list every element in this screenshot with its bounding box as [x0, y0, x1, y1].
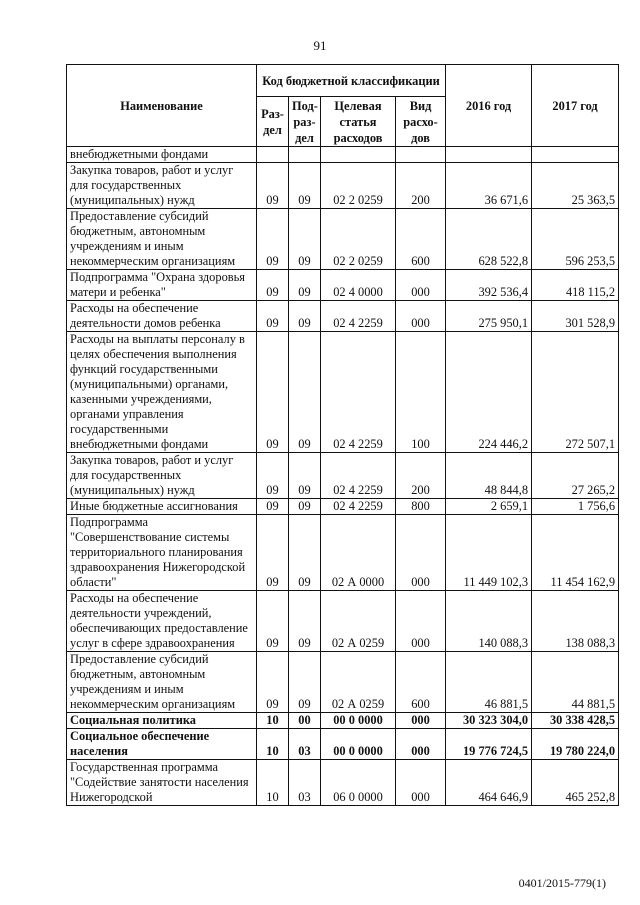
table-body: [67, 147, 619, 806]
row-podrazdel: 09: [289, 301, 321, 332]
row-vid: 600: [396, 652, 446, 713]
document-code: 0401/2015-779(1): [518, 876, 606, 890]
header-2017: 2017 год: [532, 65, 619, 147]
row-2017: 596 253,5: [532, 209, 619, 270]
row-2016: 140 088,3: [446, 591, 532, 652]
row-2016: 36 671,6: [446, 163, 532, 209]
row-target: 02 А 0259: [321, 591, 396, 652]
row-name: Подпрограмма "Охрана здоровья матери и ребенка": [67, 270, 257, 301]
row-2017: 27 265,2: [532, 453, 619, 499]
table-row: [67, 499, 619, 515]
row-vid: 200: [396, 163, 446, 209]
row-razdel: 09: [257, 163, 289, 209]
budget-table: [66, 64, 619, 806]
page-number: 91: [313, 38, 327, 53]
row-podrazdel: 03: [289, 760, 321, 806]
row-vid: [396, 147, 446, 163]
row-name: Расходы на обеспечение деятельности учреждений, обеспечивающих предоставление услуг в сфере здравоохранения: [67, 591, 257, 652]
table-row: [67, 147, 619, 163]
row-razdel: 09: [257, 209, 289, 270]
row-name: Иные бюджетные ассигнования: [67, 499, 257, 515]
row-target: [321, 147, 396, 163]
row-razdel: 10: [257, 760, 289, 806]
row-target: 02 4 2259: [321, 332, 396, 453]
row-vid: 800: [396, 499, 446, 515]
header-target: Целевая статья расходов: [321, 97, 396, 147]
row-podrazdel: 09: [289, 453, 321, 499]
row-podrazdel: 09: [289, 591, 321, 652]
row-2017: 301 528,9: [532, 301, 619, 332]
row-name: Социальная политика: [67, 713, 257, 729]
row-2016: 628 522,8: [446, 209, 532, 270]
header-razdel: Раз-дел: [257, 97, 289, 147]
row-name: Закупка товаров, работ и услуг для государственных (муниципальных) нужд: [67, 163, 257, 209]
row-target: 06 0 0000: [321, 760, 396, 806]
row-2017: 11 454 162,9: [532, 515, 619, 591]
table-row: [67, 652, 619, 713]
row-name: Закупка товаров, работ и услуг для государственных (муниципальных) нужд: [67, 453, 257, 499]
row-vid: 000: [396, 713, 446, 729]
row-podrazdel: 00: [289, 713, 321, 729]
row-2016: 46 881,5: [446, 652, 532, 713]
row-2016: 464 646,9: [446, 760, 532, 806]
header-name: Наименование: [67, 65, 257, 147]
row-target: 02 4 2259: [321, 301, 396, 332]
table-row: [67, 453, 619, 499]
table-row: [67, 591, 619, 652]
row-podrazdel: 09: [289, 270, 321, 301]
row-2016: 392 536,4: [446, 270, 532, 301]
row-name: Предоставление субсидий бюджетным, автономным учреждениям и иным некоммерческим организациям: [67, 652, 257, 713]
row-razdel: 09: [257, 515, 289, 591]
row-razdel: 09: [257, 453, 289, 499]
row-2016: 30 323 304,0: [446, 713, 532, 729]
row-razdel: 09: [257, 591, 289, 652]
row-target: 02 2 0259: [321, 209, 396, 270]
header-vid: Вид расхо-дов: [396, 97, 446, 147]
row-podrazdel: 09: [289, 515, 321, 591]
row-podrazdel: [289, 147, 321, 163]
row-name: Социальное обеспечение населения: [67, 729, 257, 760]
row-2017: [532, 147, 619, 163]
row-2016: 48 844,8: [446, 453, 532, 499]
row-2016: 11 449 102,3: [446, 515, 532, 591]
row-vid: 000: [396, 515, 446, 591]
header-2016: 2016 год: [446, 65, 532, 147]
row-target: 00 0 0000: [321, 713, 396, 729]
row-razdel: 09: [257, 499, 289, 515]
row-2017: 138 088,3: [532, 591, 619, 652]
row-2017: 19 780 224,0: [532, 729, 619, 760]
table-header: [67, 65, 619, 147]
row-vid: 000: [396, 760, 446, 806]
row-target: 02 А 0259: [321, 652, 396, 713]
row-name: Расходы на обеспечение деятельности домов ребенка: [67, 301, 257, 332]
table-row: [67, 209, 619, 270]
row-2016: [446, 147, 532, 163]
row-name: Государственная программа "Содействие занятости населения Нижегородской: [67, 760, 257, 806]
row-vid: 600: [396, 209, 446, 270]
row-target: 02 4 2259: [321, 499, 396, 515]
row-razdel: 09: [257, 652, 289, 713]
row-razdel: [257, 147, 289, 163]
header-code-group: Код бюджетной классификации: [257, 65, 446, 97]
row-vid: 000: [396, 270, 446, 301]
row-2017: 44 881,5: [532, 652, 619, 713]
row-podrazdel: 03: [289, 729, 321, 760]
header-podrazdel: Под-раз-дел: [289, 97, 321, 147]
row-vid: 000: [396, 591, 446, 652]
row-2017: 30 338 428,5: [532, 713, 619, 729]
row-target: 02 А 0000: [321, 515, 396, 591]
row-2017: 25 363,5: [532, 163, 619, 209]
row-razdel: 09: [257, 270, 289, 301]
row-2016: 19 776 724,5: [446, 729, 532, 760]
table-row: [67, 332, 619, 453]
row-razdel: 10: [257, 729, 289, 760]
row-vid: 100: [396, 332, 446, 453]
row-2016: 224 446,2: [446, 332, 532, 453]
table-row: [67, 163, 619, 209]
row-podrazdel: 09: [289, 332, 321, 453]
row-name: внебюджетными фондами: [67, 147, 257, 163]
row-2017: 272 507,1: [532, 332, 619, 453]
row-name: Предоставление субсидий бюджетным, автономным учреждениям и иным некоммерческим организациям: [67, 209, 257, 270]
row-target: 02 4 0000: [321, 270, 396, 301]
row-podrazdel: 09: [289, 652, 321, 713]
row-podrazdel: 09: [289, 209, 321, 270]
row-2017: 418 115,2: [532, 270, 619, 301]
table-row: [67, 713, 619, 729]
row-razdel: 10: [257, 713, 289, 729]
row-target: 02 2 0259: [321, 163, 396, 209]
table-row: [67, 760, 619, 806]
row-2016: 2 659,1: [446, 499, 532, 515]
row-vid: 000: [396, 301, 446, 332]
row-name: Подпрограмма "Совершенствование системы территориального планирования здравоохранения Нижегородской области": [67, 515, 257, 591]
row-2017: 1 756,6: [532, 499, 619, 515]
table-row: [67, 729, 619, 760]
table-row: [67, 301, 619, 332]
row-target: 00 0 0000: [321, 729, 396, 760]
row-podrazdel: 09: [289, 163, 321, 209]
row-target: 02 4 2259: [321, 453, 396, 499]
row-razdel: 09: [257, 301, 289, 332]
row-2016: 275 950,1: [446, 301, 532, 332]
table-row: [67, 515, 619, 591]
row-2017: 465 252,8: [532, 760, 619, 806]
row-name: Расходы на выплаты персоналу в целях обеспечения выполнения функций государственными (муниципальными) органами, казенными учреждениями, органами управления государственными внебюджетными фондами: [67, 332, 257, 453]
table-row: [67, 270, 619, 301]
row-vid: 200: [396, 453, 446, 499]
row-razdel: 09: [257, 332, 289, 453]
row-podrazdel: 09: [289, 499, 321, 515]
row-vid: 000: [396, 729, 446, 760]
